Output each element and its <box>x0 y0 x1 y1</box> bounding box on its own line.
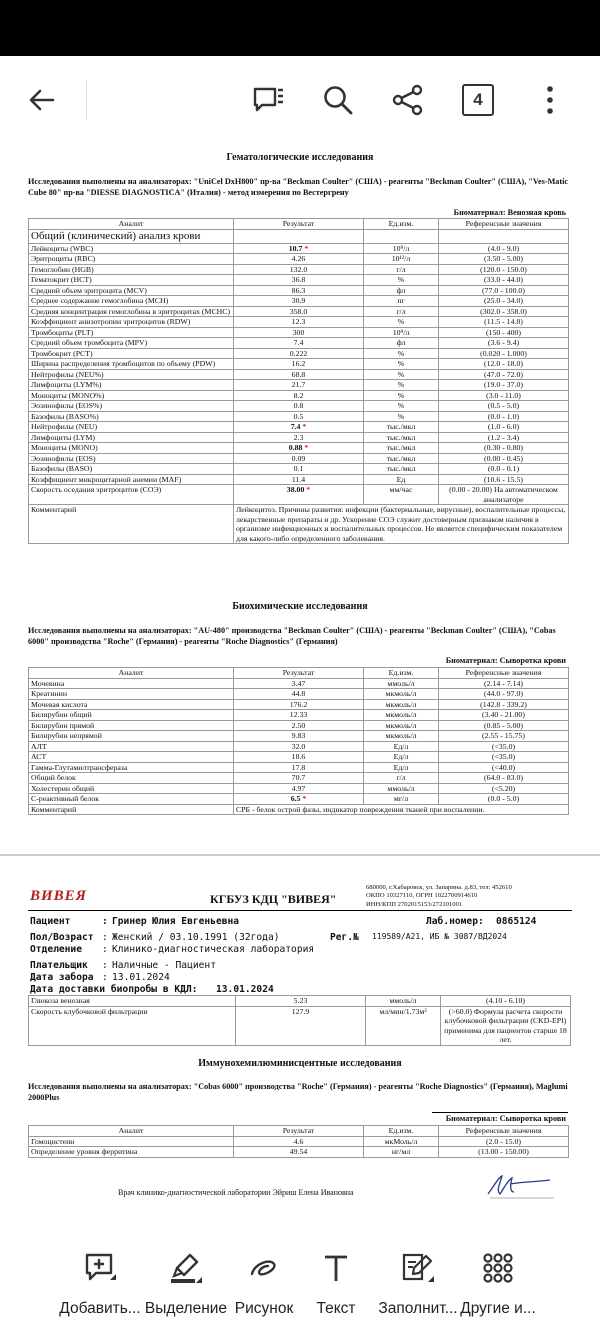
unit-cell: ммоль/л <box>364 783 439 794</box>
unit-cell: Ед/л <box>364 741 439 752</box>
table-row <box>29 254 569 265</box>
analyte-cell: Тромбоциты (PLT) <box>29 327 234 338</box>
unit-cell: % <box>364 390 439 401</box>
labnum-label: Лаб.номер: <box>426 916 484 927</box>
unit-cell: ммоль/л <box>366 996 441 1007</box>
panel-title: Общий (клинический) анализ крови <box>29 229 234 243</box>
vivea-logo: ВИВЕЯ <box>30 888 88 904</box>
analyte-cell: Моноциты (MONO) <box>29 443 234 454</box>
analyte-cell: Гамма-Глутамилтрансфераза <box>29 762 234 773</box>
result-cell: 32.0 <box>234 741 364 752</box>
unit-cell: 10⁹/л <box>364 327 439 338</box>
share-icon[interactable] <box>382 74 434 126</box>
reference-cell: (44.0 - 97.0) <box>439 689 569 700</box>
table-row <box>29 422 569 433</box>
unit-cell: мкмоль/л <box>364 699 439 710</box>
analyte-cell: Общий белок <box>29 773 234 784</box>
unit-cell: мкмоль/л <box>364 710 439 721</box>
table-row <box>29 731 569 742</box>
result-cell: 0.88 * <box>234 443 364 454</box>
top-toolbar <box>0 56 600 142</box>
abnormal-flag: * <box>304 485 311 494</box>
biochemistry-table <box>28 667 569 815</box>
table-row <box>29 485 569 505</box>
hematology-table <box>28 218 569 544</box>
result-cell: 2.3 <box>234 432 364 443</box>
result-cell: 9.83 <box>234 731 364 742</box>
table-row <box>29 401 569 412</box>
patient-name: Гринер Юлия Евгеньевна <box>112 916 240 927</box>
table-row <box>29 243 569 254</box>
result-cell: 4.97 <box>234 783 364 794</box>
comment-label: Комментарий <box>29 505 234 544</box>
unit-cell: мг/л <box>364 794 439 805</box>
table-row <box>29 783 569 794</box>
empty-cell <box>439 229 569 243</box>
analyte-cell: Мочевая кислота <box>29 699 234 710</box>
table-row <box>29 699 569 710</box>
table-row <box>29 275 569 286</box>
reference-cell: (0.020 - 1.000) <box>439 348 569 359</box>
reference-cell: (2.55 - 15.75) <box>439 731 569 742</box>
more-tools-button[interactable] <box>438 1230 558 1332</box>
column-header: Результат <box>234 668 364 679</box>
analyte-cell: Средний объем тромбоцита (MPV) <box>29 338 234 349</box>
unit-cell: фл <box>364 338 439 349</box>
analyte-cell: Скорость оседания эритроцитов (СОЭ) <box>29 485 234 505</box>
payer-value: Наличные - Пациент <box>112 960 216 971</box>
unit-cell: мкмоль/л <box>364 689 439 700</box>
analyte-cell: Нейтрофилы (NEU%) <box>29 369 234 380</box>
table-row <box>29 1006 571 1045</box>
unit-cell: ммоль/л <box>364 678 439 689</box>
org-address: 680000, г.Хабаровск, ул. Запарина. д.83, тел: 452610 ОКПО 10327110, ОГРН 1022700914610 ИНН/КПП 2702015153/272101001 <box>366 884 512 908</box>
result-cell: 16.2 <box>234 359 364 370</box>
delivery-value: 13.01.2024 <box>216 984 274 995</box>
comment-label: Комментарий <box>29 804 234 815</box>
analyte-cell: С-реактивный белок <box>29 794 234 805</box>
unit-cell: г/л <box>364 264 439 275</box>
analyte-cell: Средний объем эритроцита (MCV) <box>29 285 234 296</box>
reference-cell: (47.0 - 72.0) <box>439 369 569 380</box>
result-cell: 4.26 <box>234 254 364 265</box>
fill-sign-label: Заполнит... <box>378 1300 458 1317</box>
table-row <box>29 338 569 349</box>
analyte-cell: АЛТ <box>29 741 234 752</box>
reference-cell: (25.0 - 34.0) <box>439 296 569 307</box>
biochemistry-biomaterial: Биоматериал: Сыворотка крови <box>445 656 566 665</box>
abnormal-flag: * <box>300 794 307 803</box>
date-label: Дата забора <box>30 972 94 983</box>
column-header: Аналит <box>29 1126 234 1137</box>
unit-cell: 10¹²/л <box>364 254 439 265</box>
table-row <box>29 1147 569 1158</box>
unit-cell: Ед/л <box>364 752 439 763</box>
org-name: КГБУЗ КДЦ "ВИВЕЯ" <box>210 892 337 906</box>
result-cell: 12.33 <box>234 710 364 721</box>
labnum-value: 0865124 <box>496 916 537 927</box>
reference-cell: (0.0 - 1.0) <box>439 411 569 422</box>
reference-cell: (13.00 - 150.00) <box>439 1147 569 1158</box>
reference-cell: (<35.0) <box>439 752 569 763</box>
table-row <box>29 752 569 763</box>
hematology-title: Гематологические исследования <box>226 152 374 163</box>
biochemistry-cont-table <box>28 995 571 1046</box>
analyte-cell: Среднее содержание гемоглобина (MCH) <box>29 296 234 307</box>
page-count-button[interactable] <box>452 74 504 126</box>
immuno-rule <box>432 1112 568 1113</box>
comment-list-icon[interactable] <box>242 74 294 126</box>
toolbar-divider <box>86 80 87 120</box>
table-row <box>29 762 569 773</box>
reference-cell: (0.0 - 5.0) <box>439 794 569 805</box>
table-row <box>29 317 569 328</box>
table-row <box>29 741 569 752</box>
unit-cell: % <box>364 401 439 412</box>
reg-label: Рег.№ <box>330 932 359 943</box>
table-row <box>29 474 569 485</box>
table-row <box>29 794 569 805</box>
column-header: Аналит <box>29 668 234 679</box>
empty-cell <box>234 229 364 243</box>
hematology-analyzers: Исследования выполнены на анализаторах: "UniCel DxH800" пр-ва "Beckman Coulter" (США) - реагенты "Beckman Coulter" (США), "Ves-Matic Cube 80" пр-ва "DIESSE DIAGNOSTICA" (Италия) - метод измерения по Вестергрену <box>28 177 569 197</box>
result-cell: 18.6 <box>234 752 364 763</box>
result-cell: 0.5 <box>234 411 364 422</box>
result-cell: 70.7 <box>234 773 364 784</box>
analyte-cell: Эозинофилы (EOS) <box>29 453 234 464</box>
result-cell: 10.7 * <box>234 243 364 254</box>
reference-cell: (64.0 - 83.0) <box>439 773 569 784</box>
reference-cell: (<40.0) <box>439 762 569 773</box>
result-cell: 44.8 <box>234 689 364 700</box>
column-header: Ед.изм. <box>364 219 439 230</box>
analyte-cell: Лимфоциты (LYM%) <box>29 380 234 391</box>
reference-cell: (<5.20) <box>439 783 569 794</box>
table-row <box>29 264 569 275</box>
reference-cell: (0.00 - 0.45) <box>439 453 569 464</box>
reference-cell: (0.5 - 5.0) <box>439 401 569 412</box>
text-icon <box>318 1250 354 1286</box>
analyte-cell: Эритроциты (RBC) <box>29 254 234 265</box>
result-cell: 176.2 <box>234 699 364 710</box>
reference-cell: (3.40 - 21.00) <box>439 710 569 721</box>
unit-cell: тыс./мкл <box>364 432 439 443</box>
unit-cell: тыс./мкл <box>364 464 439 475</box>
abnormal-flag: * <box>302 443 309 452</box>
document-page: Гематологические исследования Исследования выполнены на анализаторах: "UniCel DxH800" пр-ва "Beckman Coulter" (США) - реагенты "Beckman Coulter" (США), "Ves-Matic Cube 80" пр-ва "DIESSE DIAGNOSTICA" (Италия) - метод измерения по Вестергрену Биоматериал: Венозная кровь Аналит Результат Ед.изм. Референсные значения Общий (клинический) анализ крови Лейкоциты (WBC) 10.7 * 10⁹/л (4.0 - 9.0) Эритроциты (RBC) 4.26 10¹²/л (3.50 - 5.00) Гемоглобин (HGB) 132.0 г/л (120.0 - 150.0) Гематокрит (HCT) 36.8 % (33.0 - 44.0) Средний объем эритроцита (MCV) 86.3 фл (77.0 - 100.0) Среднее содержание гемоглобина (MCH) 30.9 пг (25.0 - 34.0) Средняя концентрация гемоглобина в эритроцитах (MCHC) 358.0 г/л (302.0 - 358.0) Коэффициент анизотропии эритроцитов (RDW) 12.3 % (11.5 - 14.8) Тромбоциты (PLT) 300 10⁹/л (150 - 400) Средний объем тромбоцита (MPV) 7.4 фл (3.6 - 9.4) Тромбокрит (PCT) 0.222 % (0.020 - 1.000) Ширина распределения тромбоцитов по объему (PDW) 16.2 % (12.0 - 18.0) Нейтрофилы (NEU%) 68.8 % (47.0 - 72.0) Лимфоциты (LYM%) 21.7 % (19.0 - 37.0) Моноциты (MONO%) 8.2 % (3.0 - 11.0) Эозинофилы (EOS%) 0.8 % (0.5 - 5.0) Базофилы (BASO%) 0.5 % (0.0 - 1.0) Нейтрофилы (NEU) 7.4 * тыс./мкл (1.0 - 6.0) Лимфоциты (LYM) 2.3 тыс./мкл (1.2 - 3.4) Моноциты (MONO) 0.88 * тыс./мкл (0.30 - 0.80) Эозинофилы (EOS) 0.09 тыс./мкл (0.00 - 0.45) Базофилы (BASO) 0.1 тыс./мкл (0.0 - 0.1) Коэффициент микроцитарной анемии (MAF) 11.4 Ед (10.6 - 15.5) Скорость оседания эритроцитов (СОЭ) 38.00 * мм/час (0.00 - 20.00) На автоматическом анализаторе Комментарий Лейкоцитоз. Причины развития: инфекции (бактериальные, вирусные), воспалительные процессы, лекарственные препараты и др. Ускорение СОЭ служит достоверным признаком наличия в организме инфекционных и воспалительных процессов. Не является специфическим показателем для какого-либо определенного заболевания. Биохимические исследования Исследования выполнены на анализаторах: "AU-480" производства "Beckman Coulter" (США) - реагенты "Beckman Coulter" (США), "Cobas 6000" производства "Roche" (Германия) - реагенты "Roche Diagnostics" (Германия) Биоматериал: Сыворотка крови Аналит Результат Ед.изм. Референсные значения Мочевина 3.47 ммоль/л (2.14 - 7.14) Креатинин 44.8 мкмоль/л (44.0 - 97.0) Мочевая кислота 176.2 мкмоль/л (142.8 - 339.2) Билирубин общий 12.33 мкмоль/л (3.40 - 21.00) Билирубин прямой 2.50 мкмоль/л (0.85 - 5.00) Билирубин непрямой 9.83 мкмоль/л (2.55 - 15.75) АЛТ 32.0 Ед/л (<35.0) АСТ 18.6 Ед/л (<35.0) Гамма-Глутамилтрансфераза 17.8 Ед/л (<40.0) Общий белок 70.7 г/л (64.0 - 83.0) Холестерин общий 4.97 ммоль/л (<5.20) С-реактивный белок 6.5 * мг/л (0.0 - 5.0) Комментарий СРБ - белок острой фазы, индикатор повреждения тканей при воспалении. ВИВЕЯ КГБУЗ КДЦ "ВИВЕЯ" 680000, г.Хабаровск, ул. Запарина. д.83, тел: 452610 ОКПО 10327110, ОГРН 1022700914610 ИНН/КПП 2702015153/272101001 Пациент : Гринер Юлия Евгеньевна Лаб.номер: 0865124 Пол/Возраст : Женский / 03.10.1991 (32года) Рег.№ 119589/А21, ИБ № 3087/ВД2024 Отделение : Клинико-диагностическая лаборатория Плательщик : Наличные - Пациент Дата забора : 13.01.2024 Дата доставки биопробы в КДЛ: 13.01.2024 Глюкоза венозная 5.23 ммоль/л (4.10 - 6.10) Скорость клубочковой фильтрации 127.9 мл/мин/1.73м² (>60.0) Формула расчета скорости клубочковой фильтрации (CKD-EPI) применима для пациентов старше 18 лет. Иммунохемилюминисцентные исследования Исследования выполнены на анализаторах: "Cobas 6000" производства "Roche" (Германия) - реагенты "Roche Diagnostics" (Германия), Maglumi 2000Plus Биоматериал: Сыворотка крови Аналит Результат Ед.изм. Референсные значения Гомоцистеин 4.6 мкМоль/л (2.0 - 15.0) Определение уровня ферритина 49.54 нг/мл (13.00 - 150.00) Врач клинико-диагностической лаборатории Эйриш Елена Ивановна <box>0 142 600 1230</box>
biochemistry-analyzers: Исследования выполнены на анализаторах: "AU-480" производства "Beckman Coulter" (США) - реагенты "Beckman Coulter" (США), "Cobas 6000" производства "Roche" (Германия) - реагенты "Roche Diagnostics" (Германия) <box>28 626 556 646</box>
abnormal-flag: * <box>300 422 307 431</box>
add-comment-label: Добавить... <box>59 1300 141 1317</box>
table-header-row <box>29 1126 569 1137</box>
analyte-cell: Эозинофилы (EOS%) <box>29 401 234 412</box>
column-header: Ед.изм. <box>364 668 439 679</box>
unit-cell: тыс./мкл <box>364 453 439 464</box>
dept-label: Отделение <box>30 944 82 955</box>
signature-scribble <box>480 1172 560 1200</box>
comment-row <box>29 505 569 544</box>
analyte-cell: Креатинин <box>29 689 234 700</box>
comment-text: СРБ - белок острой фазы, индикатор повреждения тканей при воспалении. <box>234 804 569 815</box>
unit-cell: % <box>364 348 439 359</box>
unit-cell: % <box>364 317 439 328</box>
analyte-cell: Базофилы (BASO) <box>29 464 234 475</box>
unit-cell: Ед/л <box>364 762 439 773</box>
unit-cell: % <box>364 369 439 380</box>
doctor-signature-line: Врач клинико-диагностической лаборатории Эйриш Елена Ивановна <box>118 1188 354 1197</box>
unit-cell: мкМоль/л <box>364 1136 439 1147</box>
result-cell: 4.6 <box>234 1136 364 1147</box>
analyte-cell: Определение уровня ферритина <box>29 1147 234 1158</box>
fill-sign-icon <box>400 1250 436 1286</box>
reference-cell: (4.10 - 6.10) <box>441 996 571 1007</box>
result-cell: 11.4 <box>234 474 364 485</box>
analyte-cell: Ширина распределения тромбоцитов по объему (PDW) <box>29 359 234 370</box>
more-tools-label: Другие и... <box>460 1300 536 1317</box>
reference-cell: (0.85 - 5.00) <box>439 720 569 731</box>
analyte-cell: Средняя концентрация гемоглобина в эритроцитах (MCHC) <box>29 306 234 317</box>
highlight-label: Выделение <box>144 1300 228 1317</box>
table-row <box>29 348 569 359</box>
table-row <box>29 411 569 422</box>
table-row <box>29 359 569 370</box>
panel-row <box>29 229 569 243</box>
unit-cell: % <box>364 359 439 370</box>
result-cell: 12.3 <box>234 317 364 328</box>
reference-cell: (10.6 - 15.5) <box>439 474 569 485</box>
sex-label: Пол/Возраст <box>30 932 94 943</box>
unit-cell: Ед <box>364 474 439 485</box>
analyte-cell: Билирубин непрямой <box>29 731 234 742</box>
column-header: Референсные значения <box>439 1126 569 1137</box>
column-header: Ед.изм. <box>364 1126 439 1137</box>
analyte-cell: АСТ <box>29 752 234 763</box>
reg-value: 119589/А21, ИБ № 3087/ВД2024 <box>372 932 507 941</box>
table-row <box>29 327 569 338</box>
column-header: Референсные значения <box>439 219 569 230</box>
empty-cell <box>364 229 439 243</box>
reference-cell: (<35.0) <box>439 741 569 752</box>
result-cell: 68.8 <box>234 369 364 380</box>
unit-cell: % <box>364 275 439 286</box>
analyte-cell: Лимфоциты (LYM) <box>29 432 234 443</box>
analyte-cell: Коэффициент микроцитарной анемии (MAF) <box>29 474 234 485</box>
page-break <box>0 854 600 856</box>
result-cell: 0.8 <box>234 401 364 412</box>
reference-cell: (12.0 - 18.0) <box>439 359 569 370</box>
reference-cell: (3.6 - 9.4) <box>439 338 569 349</box>
unit-cell: 10⁹/л <box>364 243 439 254</box>
unit-cell: фл <box>364 285 439 296</box>
delivery-label: Дата доставки биопробы в КДЛ: <box>30 984 198 995</box>
table-row <box>29 380 569 391</box>
table-row <box>29 432 569 443</box>
table-row <box>29 296 569 307</box>
sex-value: Женский / 03.10.1991 (32года) <box>112 932 280 943</box>
reference-cell: (3.50 - 5.00) <box>439 254 569 265</box>
analyte-cell: Коэффициент анизотропии эритроцитов (RDW) <box>29 317 234 328</box>
analyte-cell: Моноциты (MONO%) <box>29 390 234 401</box>
reference-cell: (2.14 - 7.14) <box>439 678 569 689</box>
more-vertical-icon[interactable] <box>524 74 576 126</box>
back-arrow-icon[interactable] <box>16 74 68 126</box>
result-cell: 86.3 <box>234 285 364 296</box>
result-cell: 17.8 <box>234 762 364 773</box>
table-row <box>29 689 569 700</box>
more-tools-icon <box>480 1250 516 1286</box>
result-cell: 21.7 <box>234 380 364 391</box>
reference-cell: (1.2 - 3.4) <box>439 432 569 443</box>
unit-cell: тыс./мкл <box>364 422 439 433</box>
result-cell: 49.54 <box>234 1147 364 1158</box>
table-row <box>29 285 569 296</box>
reference-cell: (302.0 - 358.0) <box>439 306 569 317</box>
reference-cell: (77.0 - 100.0) <box>439 285 569 296</box>
result-cell: 132.0 <box>234 264 364 275</box>
analyte-cell: Нейтрофилы (NEU) <box>29 422 234 433</box>
table-row <box>29 720 569 731</box>
reference-cell: (1.0 - 6.0) <box>439 422 569 433</box>
unit-cell: % <box>364 380 439 391</box>
reference-cell: (120.0 - 150.0) <box>439 264 569 275</box>
analyte-cell: Гомоцистеин <box>29 1136 234 1147</box>
result-cell: 0.09 <box>234 453 364 464</box>
biochemistry-title: Биохимические исследования <box>232 601 368 612</box>
search-icon[interactable] <box>312 74 364 126</box>
result-cell: 30.9 <box>234 296 364 307</box>
result-cell: 38.00 * <box>234 485 364 505</box>
reference-cell: (150 - 400) <box>439 327 569 338</box>
analyte-cell: Билирубин общий <box>29 710 234 721</box>
reference-cell: (4.0 - 9.0) <box>439 243 569 254</box>
result-cell: 127.9 <box>236 1006 366 1045</box>
reference-cell: (2.0 - 15.0) <box>439 1136 569 1147</box>
table-row <box>29 443 569 454</box>
analyte-cell: Холестерин общий <box>29 783 234 794</box>
table-row <box>29 996 571 1007</box>
dept-value: Клинико-диагностическая лаборатория <box>112 944 315 955</box>
table-row <box>29 773 569 784</box>
reference-cell: (0.00 - 20.00) На автоматическом анализаторе <box>439 485 569 505</box>
result-cell: 358.0 <box>234 306 364 317</box>
table-row <box>29 1136 569 1147</box>
draw-label: Рисунок <box>234 1300 294 1317</box>
analyte-cell: Мочевина <box>29 678 234 689</box>
analyte-cell: Гематокрит (HCT) <box>29 275 234 286</box>
unit-cell: нг/мл <box>364 1147 439 1158</box>
analyte-cell: Гемоглобин (HGB) <box>29 264 234 275</box>
result-cell: 36.8 <box>234 275 364 286</box>
unit-cell: пг <box>364 296 439 307</box>
comment-text: Лейкоцитоз. Причины развития: инфекции (бактериальные, вирусные), воспалительные процессы, лекарственные препараты и др. Ускорение СОЭ служит достоверным признаком наличия в организме инфекционных и воспалительных процессов. Не является специфическим показателем для какого-либо определенного заболевания. <box>234 505 569 544</box>
reference-cell: (0.0 - 0.1) <box>439 464 569 475</box>
result-cell: 0.222 <box>234 348 364 359</box>
result-cell: 2.50 <box>234 720 364 731</box>
result-cell: 3.47 <box>234 678 364 689</box>
table-row <box>29 464 569 475</box>
table-header-row <box>29 219 569 230</box>
analyte-cell: Скорость клубочковой фильтрации <box>29 1006 236 1045</box>
abnormal-flag: * <box>302 243 309 253</box>
result-cell: 300 <box>234 327 364 338</box>
date-value: 13.01.2024 <box>112 972 170 983</box>
analyte-cell: Билирубин прямой <box>29 720 234 731</box>
payer-label: Плательщик <box>30 960 88 971</box>
page-count: 4 <box>462 84 494 116</box>
column-header: Референсные значения <box>439 668 569 679</box>
analyte-cell: Базофилы (BASO%) <box>29 411 234 422</box>
unit-cell: мкмоль/л <box>364 731 439 742</box>
table-row <box>29 390 569 401</box>
column-header: Результат <box>234 1126 364 1137</box>
table-row <box>29 369 569 380</box>
immuno-biomaterial: Биоматериал: Сыворотка крови <box>445 1114 566 1123</box>
result-cell: 7.4 <box>234 338 364 349</box>
unit-cell: % <box>364 411 439 422</box>
unit-cell: тыс./мкл <box>364 443 439 454</box>
header-rule <box>28 910 572 911</box>
highlighter-icon <box>168 1250 204 1286</box>
reference-cell: (11.5 - 14.8) <box>439 317 569 328</box>
result-cell: 7.4 * <box>234 422 364 433</box>
reference-cell: (>60.0) Формула расчета скорости клубочковой фильтрации (CKD-EPI) применима для пациентов старше 18 лет. <box>441 1006 571 1045</box>
immuno-table <box>28 1125 569 1158</box>
result-cell: 5.23 <box>236 996 366 1007</box>
unit-cell: г/л <box>364 773 439 784</box>
hematology-biomaterial: Биоматериал: Венозная кровь <box>453 208 566 217</box>
reference-cell: (33.0 - 44.0) <box>439 275 569 286</box>
reference-cell: (3.0 - 11.0) <box>439 390 569 401</box>
column-header: Результат <box>234 219 364 230</box>
result-cell: 6.5 * <box>234 794 364 805</box>
unit-cell: мл/мин/1.73м² <box>366 1006 441 1045</box>
table-row <box>29 453 569 464</box>
add-comment-icon <box>82 1250 118 1286</box>
patient-label: Пациент <box>30 916 71 927</box>
immuno-title: Иммунохемилюминисцентные исследования <box>198 1058 402 1069</box>
table-row <box>29 306 569 317</box>
unit-cell: г/л <box>364 306 439 317</box>
result-cell: 8.2 <box>234 390 364 401</box>
text-label: Текст <box>316 1300 356 1317</box>
status-bar <box>0 0 600 56</box>
result-cell: 0.1 <box>234 464 364 475</box>
immuno-analyzers: Исследования выполнены на анализаторах: "Cobas 6000" производства "Roche" (Германия) - реагенты "Roche Diagnostics" (Германия), Maglumi 2000Plus <box>28 1082 568 1102</box>
table-row <box>29 678 569 689</box>
analyte-cell: Тромбокрит (PCT) <box>29 348 234 359</box>
reference-cell: (142.8 - 339.2) <box>439 699 569 710</box>
comment-row <box>29 804 569 815</box>
column-header: Аналит <box>29 219 234 230</box>
unit-cell: мм/час <box>364 485 439 505</box>
table-row <box>29 710 569 721</box>
analyte-cell: Глюкоза венозная <box>29 996 236 1007</box>
reference-cell: (0.30 - 0.80) <box>439 443 569 454</box>
bottom-tool-bar <box>0 1230 600 1332</box>
table-header-row <box>29 668 569 679</box>
unit-cell: мкмоль/л <box>364 720 439 731</box>
reference-cell: (19.0 - 37.0) <box>439 380 569 391</box>
analyte-cell: Лейкоциты (WBC) <box>29 243 234 254</box>
